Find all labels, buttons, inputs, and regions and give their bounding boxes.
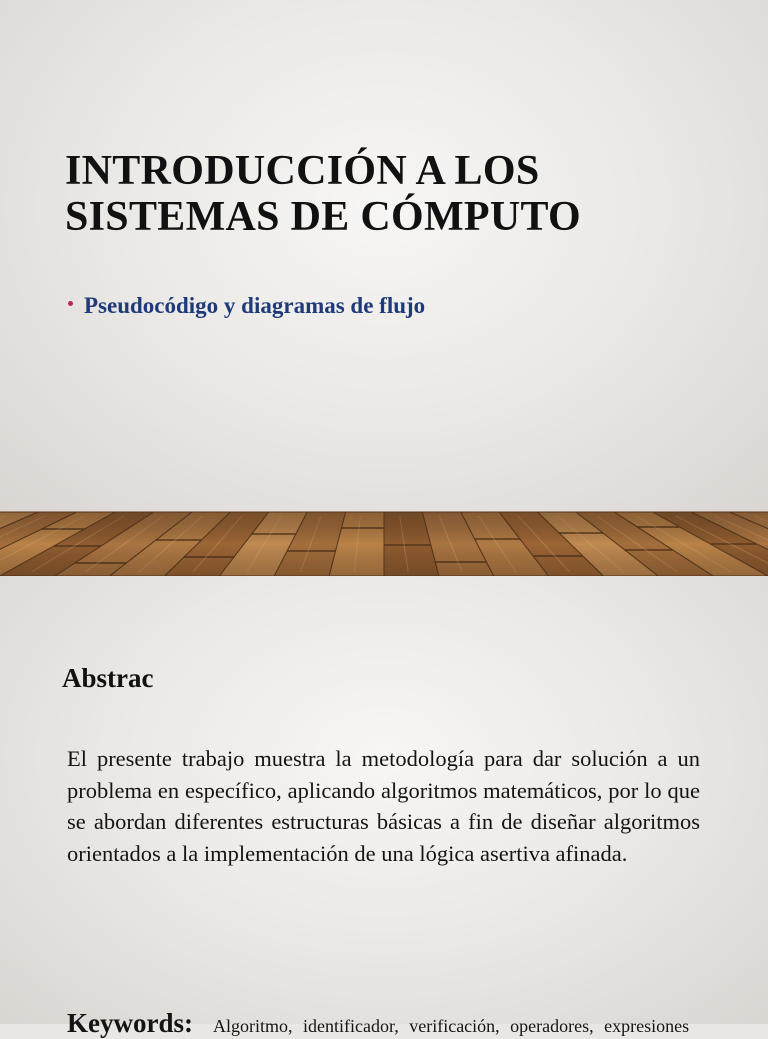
slide-title-heading [65,148,745,240]
slide-title [0,0,768,512]
wood-floor-decoration [0,512,768,576]
abstract-heading: Abstrac [62,662,153,694]
subtitle-bullet [68,292,425,320]
title-line-1: INTRODUCCIÓN A LOS [65,148,745,194]
keywords-line [67,1008,757,1039]
subtitle-text: Pseudocódigo y diagramas de flujo [84,292,425,320]
keywords-text: Algoritmo, identificador, verificación, operadores, expresiones [213,1016,689,1036]
title-line-2: SISTEMAS DE CÓMPUTO [65,194,745,240]
keywords-label: Keywords: [67,1008,193,1038]
bullet-dot-icon [68,301,73,306]
abstract-paragraph: El presente trabajo muestra la metodología para dar solución a un problema en específico, aplicando algoritmos matemáticos, por lo que se abordan diferentes estructuras básicas a fin de diseñar algoritmos orientados a la implementación de una lógica asertiva afinada. [67,743,700,869]
